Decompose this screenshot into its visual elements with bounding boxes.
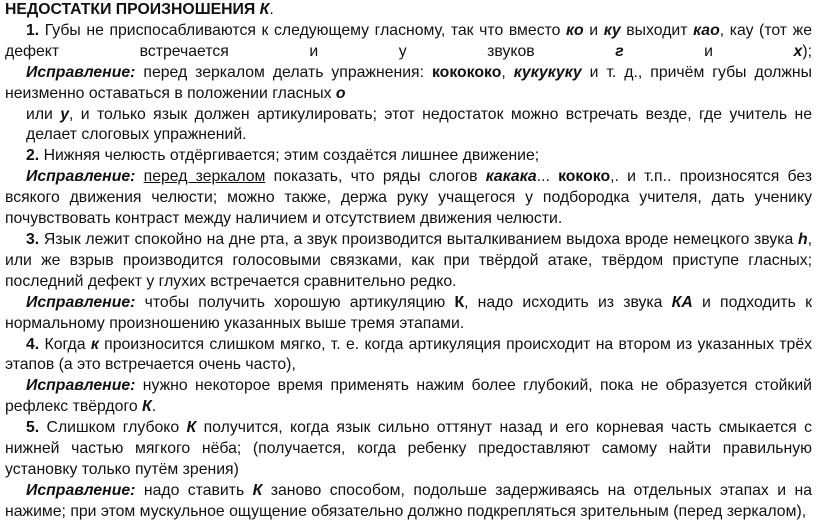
text-run: показать, что ряды слогов xyxy=(265,168,486,186)
emphasis: о xyxy=(335,84,346,102)
emphasis: К xyxy=(454,293,465,311)
item-4-correction xyxy=(5,376,812,418)
emphasis: К xyxy=(186,419,197,437)
text-run: Слишком глубоко xyxy=(39,419,187,437)
title-dot: . xyxy=(269,1,274,18)
text-run xyxy=(135,168,143,185)
item-2-number: 2. xyxy=(26,147,40,165)
text-run: ... xyxy=(536,168,559,186)
item-1-correction-cont xyxy=(5,105,812,147)
emphasis: х xyxy=(793,42,803,60)
emphasis: ко xyxy=(566,21,584,39)
emphasis: какака xyxy=(485,168,537,186)
text-run: перед зеркалом делать упражнения: xyxy=(135,63,432,81)
item-5-correction xyxy=(5,481,812,523)
text-run: , надо исходить из звука xyxy=(464,293,672,311)
text-run: Нижняя челюсть отдёргивается; этим создаётся лишнее движение; xyxy=(39,147,540,165)
correction-label: Исправление: xyxy=(26,63,136,81)
emphasis: к xyxy=(90,335,99,353)
emphasis: h xyxy=(797,230,808,248)
emphasis: кококо xyxy=(558,168,611,186)
text-run: ); xyxy=(802,42,812,60)
text-run: чтобы получить хорошую артикуляцию xyxy=(135,293,455,311)
item-1-text xyxy=(5,21,812,63)
text-run: и xyxy=(583,21,604,39)
text-run: надо ставить xyxy=(135,481,253,499)
text-run: . xyxy=(151,398,157,416)
text-run: и подходить к нормальному произношению указанных выше тремя этапами. xyxy=(5,293,813,332)
emphasis: г xyxy=(615,42,624,60)
correction-label: Исправление: xyxy=(26,377,136,395)
page-title xyxy=(5,0,812,21)
text-run: , и только язык должен артикулировать; этот недостаток можно встречать везде, где учитель не делает слоговых упражнений. xyxy=(26,105,812,144)
text-run: нужно некоторое время применять нажим более глубокий, пока не образуется стойкий рефлекс твёрдого xyxy=(5,377,812,416)
text-run: , xyxy=(501,63,514,81)
item-5-text xyxy=(5,418,812,481)
item-2-correction xyxy=(5,167,812,230)
emphasis: у xyxy=(60,105,70,123)
title-text: НЕДОСТАТКИ ПРОИЗНОШЕНИЯ xyxy=(5,1,260,18)
item-1-correction xyxy=(5,63,812,105)
text-run: , кау (тот же дефект встречается и у звуков xyxy=(5,21,812,60)
text-run: и xyxy=(623,42,794,60)
item-3-correction xyxy=(5,293,812,335)
emphasis: К xyxy=(142,398,152,416)
emphasis: КА xyxy=(671,293,693,311)
underlined-text: перед зеркалом xyxy=(143,168,266,186)
text-run: ,. и т.п.. произносятся без всякого движения челюсти; можно также, держа руку учащегося у подбородка учителя, дать ученику почувствовать контраст между наличием и отсутствием движения челюсти. xyxy=(5,168,813,228)
text-run: или xyxy=(26,105,61,123)
emphasis: К xyxy=(252,481,263,499)
emphasis: кокококо xyxy=(431,63,502,81)
emphasis: ку xyxy=(603,21,621,39)
correction-label: Исправление: xyxy=(26,168,136,186)
correction-label: Исправление: xyxy=(26,481,136,499)
text-run: заново способом, подольше задерживаясь на отдельных этапах и на нажиме; при этом мускульное ощущение обязательно должно подкрепляться зрительным (перед зеркалом), xyxy=(5,481,812,520)
title-letter: К xyxy=(259,1,270,18)
text-run: произносится слишком мягко, т. е. когда артикуляция происходит на втором из указанных трёх этапов (а это встречается очень часто), xyxy=(5,335,812,374)
text-run: Когда xyxy=(39,335,91,353)
item-4-number: 4. xyxy=(26,335,40,353)
text-run: получится, когда язык сильно оттянут назад и его корневая часть смыкается с нижней частью мягкого нёба; (получается, когда ребенку предоставляют самому найти правильную установку только путём зрения) xyxy=(5,419,812,478)
item-3-number: 3. xyxy=(26,230,40,248)
correction-label: Исправление: xyxy=(26,293,136,311)
text-run: выходит xyxy=(620,21,694,39)
text-run: Язык лежит спокойно на дне рта, а звук производится выталкиванием выдоха вроде немецкого звука xyxy=(39,230,798,248)
item-2-text xyxy=(5,146,812,167)
item-3-text xyxy=(5,230,812,293)
emphasis: кукукуку xyxy=(513,63,582,81)
emphasis: као xyxy=(693,21,720,39)
item-1-number: 1. xyxy=(26,21,40,39)
text-run: , или же взрыв производится голосовыми связками, как при твёрдой атаке, твёрдом приступе гласных; последний дефект у глухих встречается сравнительно редко. xyxy=(5,230,812,290)
text-run: и т. д., причём губы должны неизменно оставаться в положении гласных xyxy=(5,63,813,102)
item-5-number: 5. xyxy=(26,419,40,437)
text-run: Губы не приспосабливаются к следующему гласному, так что вместо xyxy=(39,21,567,39)
item-4-text xyxy=(5,335,812,377)
